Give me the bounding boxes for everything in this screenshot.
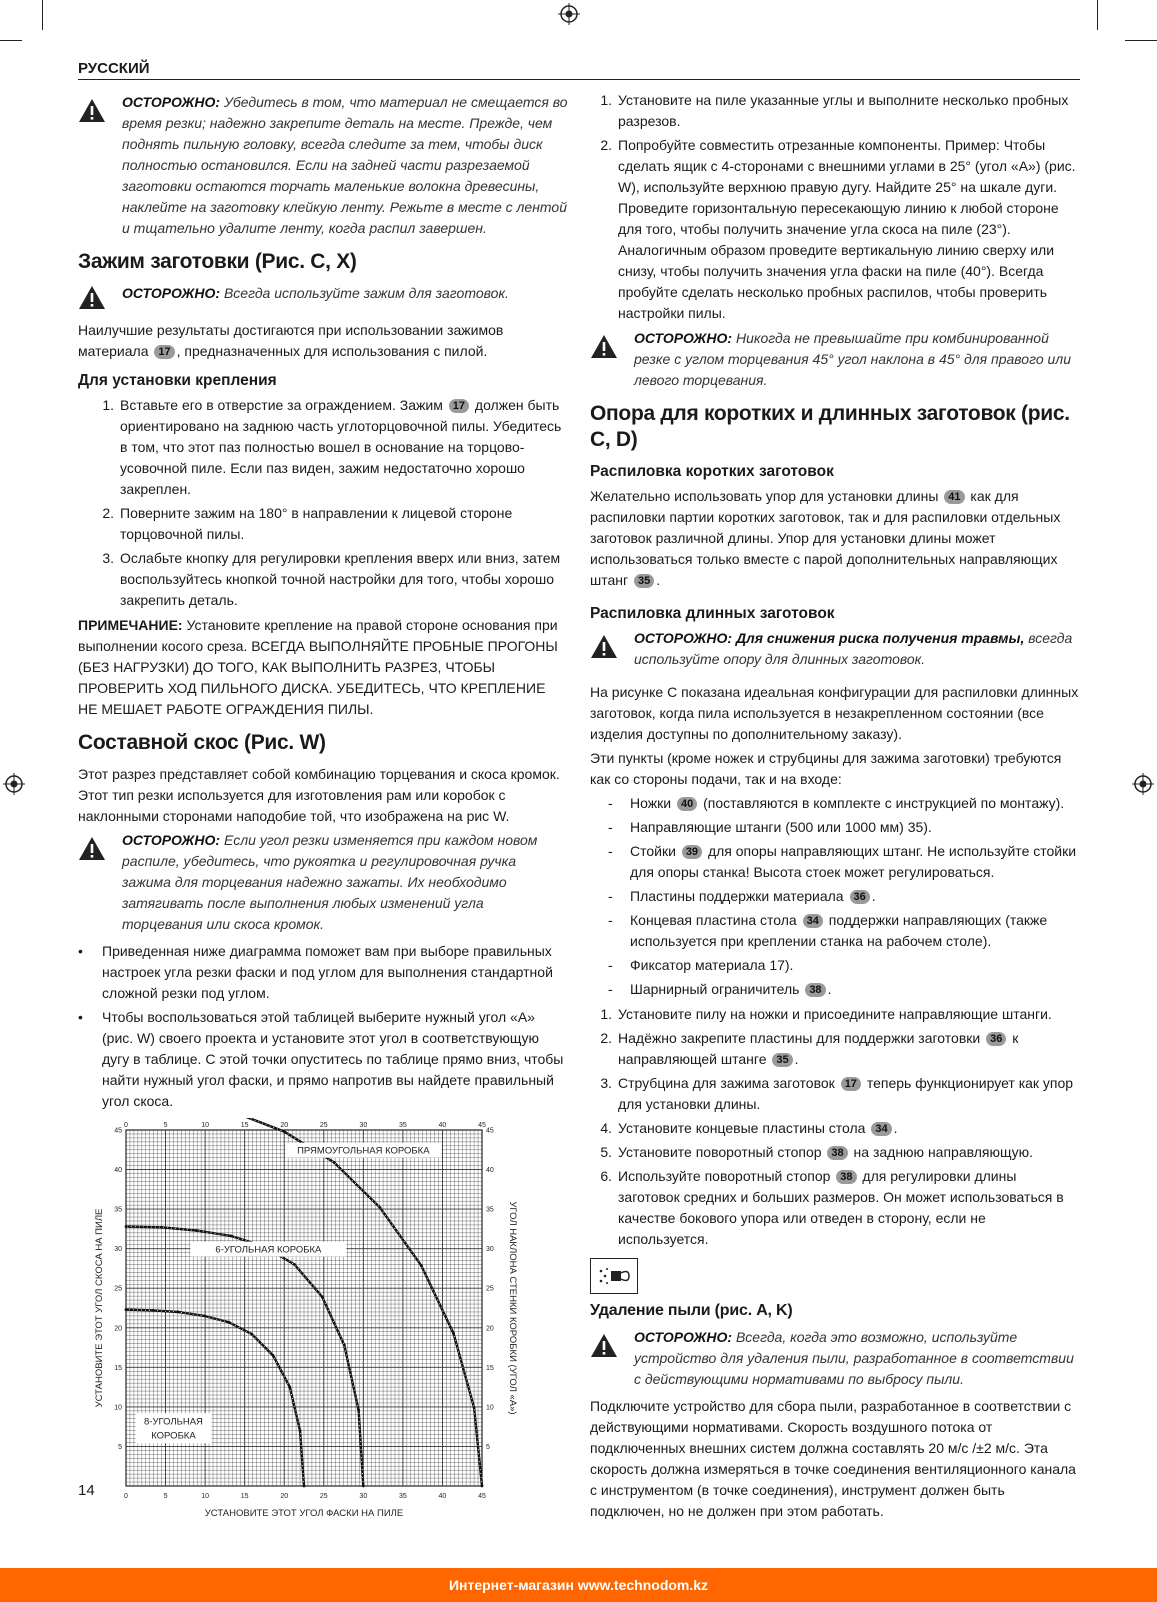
y-axis-label-right: УГОЛ НАКЛОНА СТЕНКИ КОРОБКИ (УГОЛ «A»): [507, 1201, 518, 1415]
y-tick-label: 10: [114, 1404, 122, 1412]
y-tick-label-right: 30: [486, 1246, 494, 1254]
y-tick-label-right: 5: [486, 1443, 490, 1451]
part-badge: 36: [986, 1032, 1006, 1046]
y-tick-label-right: 25: [486, 1285, 494, 1293]
warning-text: Всегда используйте зажим для заготовок.: [220, 285, 509, 301]
x-axis-label: УСТАНОВИТЕ ЭТОТ УГОЛ ФАСКИ НА ПИЛЕ: [204, 1508, 404, 1519]
series-line-ticks: [126, 1310, 304, 1486]
step-number: 4.: [600, 1120, 612, 1136]
series-point: [303, 1485, 306, 1488]
series-point: [343, 1344, 346, 1347]
y-tick-label: 20: [114, 1325, 122, 1333]
section-title-compound: Составной скос (Рис. W): [78, 731, 326, 754]
step-text: [120, 395, 568, 500]
list-item: [608, 817, 1080, 838]
x-tick-label: 25: [319, 1493, 328, 1500]
bullet-text: Чтобы воспользоваться этой таблицей выберите нужный угол «A» (рис. W) своего проекта и установите этот угол в соответствующую дугу в таблице. С этой точки опуститесь по таблице прямо вниз, чтобы найти нужный угол фаски, и прямо напротив вы найдете правильный угол скоса.: [102, 1009, 564, 1109]
text: Установите поворотный стопор: [618, 1144, 826, 1160]
warning-icon: [590, 334, 618, 359]
warning-block: [78, 283, 568, 310]
step-number: 2.: [102, 505, 114, 521]
registration-mark-icon: [558, 3, 580, 25]
series-point: [203, 1315, 206, 1318]
series-point: [293, 1263, 296, 1266]
series-point: [379, 1206, 382, 1209]
note-label: ПРИМЕЧАНИЕ:: [78, 617, 183, 633]
part-badge: 35: [634, 574, 654, 588]
series-point: [125, 1225, 128, 1228]
text: Ножки: [630, 795, 675, 811]
x-tick-label-top: 0: [124, 1122, 128, 1129]
text: .: [794, 1051, 799, 1067]
y-axis-label: УСТАНОВИТЕ ЭТОТ УГОЛ СКОСА НА ПИЛЕ: [94, 1208, 105, 1408]
series-point: [195, 1229, 198, 1232]
right-column: [590, 90, 1080, 1525]
step-text: [618, 1142, 1033, 1163]
step-text: [618, 1118, 898, 1139]
warning-block: [590, 1327, 1080, 1390]
text: .: [871, 888, 876, 904]
bullet-icon: •: [78, 943, 83, 959]
x-tick-label: 0: [124, 1493, 128, 1500]
dash-marker: -: [608, 843, 613, 859]
step-number: 1.: [102, 397, 114, 413]
accessories-list: [590, 793, 1080, 1000]
part-badge: 40: [677, 797, 697, 811]
step-text: [618, 1004, 1052, 1025]
y-tick-label-right: 20: [486, 1325, 494, 1333]
x-tick-label: 10: [201, 1493, 210, 1500]
step-number: 2.: [600, 137, 612, 153]
part-badge: 38: [836, 1170, 856, 1184]
registration-mark-icon: [1132, 773, 1154, 795]
series-label: КОРОБКА: [151, 1430, 196, 1442]
list-item: [608, 979, 1080, 1000]
x-tick-label: 30: [359, 1493, 368, 1500]
step-text: Попробуйте совместить отрезанные компоненты. Пример: Чтобы сделать ящик с 4-сторонами с внешними углами в 25° (угол «A») (рис. W), используйте верхнюю правую дугу. Найдите 25° на шкале дуги. Проведите горизонтальную пересекающую линию к любой стороне для того, чтобы получить значение угла скоса на пиле (23°). Аналогичным образом проведите вертикальную линию сверху или снизу, чтобы получить значения угла фаски на пиле (40°). Всегда пробуйте сделать несколько пробных распилов, чтобы проверить настройки пилы.: [618, 137, 1076, 321]
text: Поверните зажим на 180° в направлении к лицевой стороне торцовочной пилы.: [120, 505, 513, 542]
subsection-title-short: Распиловка коротких заготовок: [590, 463, 834, 480]
x-tick-label-top: 40: [438, 1122, 447, 1129]
dash-marker: -: [608, 912, 613, 928]
series-point: [230, 1235, 233, 1238]
y-tick-label: 40: [114, 1167, 122, 1175]
clamp-paragraph: [78, 320, 568, 362]
part-badge: 17: [154, 345, 174, 359]
warning-block: [78, 830, 568, 935]
series-point: [357, 1409, 360, 1412]
warning-icon: [590, 634, 618, 659]
text: Установите пилу на ножки и присоедините направляющие штанги.: [618, 1006, 1052, 1022]
dust-paragraph: Подключите устройство для сбора пыли, разработанное в соответствии с действующими нормативами. Скорость воздушного потока от подключенных внешних систем должна составлять 20 м/с /±2 м/с. Эта скорость должна измеряться в точке соединения вентиляционного канала с инструментом (в точке соединения), инструмент должен быть подключен, но не должен при этом работать.: [590, 1398, 1076, 1519]
text: должен быть ориентировано на заднюю часть углоторцовочной пилы. Убедитесь в том, что этот паз полностью вошел в основание на торцово-усовочной пиле. Если паз виден, зажим недостаточно хорошо закреплен.: [120, 397, 562, 497]
item-text: [630, 910, 1080, 952]
text: как для распиловки партии коротких заготовок, так и для распиловки отдельных заготовок различной длины. Упор для установки длины может использоваться только вместе с парой дополнительных направляющих штанг: [590, 488, 1061, 588]
part-badge: 17: [449, 399, 469, 413]
step-number: 2.: [600, 1030, 612, 1046]
warning-icon: [590, 1333, 618, 1358]
step-text: [618, 1166, 1080, 1250]
setup-steps-list: [590, 1004, 1080, 1250]
text: Струбцина для зажима заготовок: [618, 1075, 839, 1091]
series-label: 6-УГОЛЬНАЯ КОРОБКА: [215, 1244, 322, 1256]
warning-label: ОСТОРОЖНО:: [634, 330, 733, 346]
text: Ослабьте кнопку для регулировки крепления вверх или вниз, затем воспользуйтесь кнопкой точной настройки для того, чтобы хорошо закрепить деталь.: [120, 550, 561, 608]
text: Используйте поворотный стопор: [618, 1168, 835, 1184]
dash-marker: -: [608, 888, 613, 904]
warning-icon: [78, 285, 106, 310]
x-tick-label: 35: [398, 1493, 407, 1500]
dash-marker: -: [608, 819, 613, 835]
x-tick-label-top: 30: [359, 1122, 368, 1129]
text: Стойки: [630, 843, 680, 859]
section-title-clamp: Зажим заготовки (Рис. C, X): [78, 250, 357, 273]
series-point: [272, 1354, 275, 1357]
y-tick-label: 35: [114, 1206, 122, 1214]
x-tick-label: 20: [280, 1493, 289, 1500]
x-tick-label-top: 45: [478, 1122, 486, 1129]
series-line: [126, 1310, 304, 1486]
series-point: [283, 1130, 286, 1133]
text: для опоры направляющих штанг. Не используйте стойки для опоры станка! Высота стоек может регулироваться.: [630, 843, 1077, 880]
series-point: [420, 1264, 423, 1267]
series-point: [288, 1386, 291, 1389]
warning-label: ОСТОРОЖНО:: [122, 285, 221, 301]
test-steps-list: [590, 90, 1080, 324]
list-item: [608, 910, 1080, 952]
text: Вставьте его в отверстие за ограждением. Зажим: [120, 397, 447, 413]
series-point: [250, 1333, 253, 1336]
series-point: [125, 1308, 128, 1311]
list-item: [78, 941, 568, 1004]
part-badge: 35: [772, 1053, 792, 1067]
list-item: [590, 135, 1080, 324]
note-text: Установите крепление на правой стороне основания при выполнении косого среза. ВСЕГДА ВЫПОЛНЯЙТЕ ПРОБНЫЕ ПРОГОНЫ (БЕЗ НАГРУЗКИ) ДО ТОГО, КАК ВЫПОЛНИТЬ РАЗРЕЗ, ЧТОБЫ ПРОВЕРИТЬ ХОД ПИЛЬНОГО ДИСКА. УБЕДИТЕСЬ, ЧТО КРЕПЛЕНИЕ НЕ МЕШАЕТ РАБОТЕ ОГРАЖДЕНИЯ ПИЛЫ.: [78, 617, 558, 717]
step-number: 1.: [600, 92, 612, 108]
x-tick-label: 40: [438, 1493, 447, 1500]
warning-text: всегда используйте опору для длинных заготовок.: [634, 630, 1073, 667]
step-number: 1.: [600, 1006, 612, 1022]
list-item: [590, 1028, 1080, 1070]
text: Направляющие штанги (500 или 1000 мм) 35).: [630, 819, 932, 835]
list-item: [78, 1007, 568, 1112]
long-paragraph-1: На рисунке С показана идеальная конфигурации для распиловки длинных заготовок, когда пила используется в незакрепленном состоянии (все изделия доступны по дополнительному заказу).: [590, 684, 1079, 742]
crop-mark-top-left-h: [0, 40, 22, 41]
item-text: [630, 817, 932, 838]
item-text: [630, 886, 876, 907]
text: .: [656, 572, 661, 588]
step-text: [120, 503, 568, 545]
text: Шарнирный ограничитель: [630, 981, 804, 997]
warning-label: ОСТОРОЖНО:: [634, 1329, 733, 1345]
series-label: ПРЯМОУГОЛЬНАЯ КОРОБКА: [297, 1145, 430, 1157]
part-badge: 34: [803, 914, 823, 928]
text: для регулировки длины заготовок средних и больших размеров. Он может использоваться в качестве бокового упора или отведен в сторону, если не используется.: [618, 1168, 1064, 1247]
long-paragraph-2: Эти пункты (кроме ножек и струбцины для зажима заготовки) требуются как со стороны подачи, так и на входе:: [590, 750, 1062, 787]
series-point: [160, 1226, 163, 1229]
step-text: [618, 1073, 1080, 1115]
item-text: [630, 955, 793, 976]
text: (поставляются в комплекте с инструкцией по монтажу).: [699, 795, 1065, 811]
series-point: [452, 1332, 455, 1335]
text: .: [827, 981, 832, 997]
x-tick-label-top: 15: [240, 1122, 249, 1129]
series-point: [321, 1296, 324, 1299]
text: .: [893, 1120, 898, 1136]
step-number: 3.: [102, 550, 114, 566]
compound-angle-chart-svg: [78, 1118, 568, 1538]
y-tick-label: 45: [114, 1127, 122, 1135]
list-item: [92, 548, 568, 611]
footer-banner: Интернет-магазин www.technodom.kz: [0, 1568, 1157, 1602]
compound-paragraph: Этот разрез представляет собой комбинацию торцевания и скоса кромок. Этот тип резки используется для изготовления рам или коробок с наклонными сторонами наподобие той, что изображена на рис W.: [78, 766, 560, 824]
list-item: [590, 1118, 1080, 1139]
list-item: [590, 1073, 1080, 1115]
warning-icon: [78, 98, 106, 123]
y-tick-label: 25: [114, 1285, 122, 1293]
section-title-dust: Удаление пыли (рис. A, K): [590, 1302, 793, 1319]
dash-marker: -: [608, 795, 613, 811]
text: теперь функционирует как упор для установки длины.: [618, 1075, 1074, 1112]
y-tick-label-right: 45: [486, 1127, 494, 1135]
part-badge: 41: [944, 490, 964, 504]
part-badge: 34: [871, 1122, 891, 1136]
dash-marker: -: [608, 981, 613, 997]
text: Наилучшие результаты достигаются при использовании зажимов материала: [78, 322, 504, 359]
text: Установите концевые пластины стола: [618, 1120, 870, 1136]
x-tick-label: 45: [478, 1493, 486, 1500]
y-tick-label: 30: [114, 1246, 122, 1254]
compound-angle-chart: [78, 1118, 568, 1538]
series-point: [473, 1406, 476, 1409]
text: Надёжно закрепите пластины для поддержки заготовки: [618, 1030, 985, 1046]
part-badge: 38: [827, 1146, 847, 1160]
step-number: 6.: [600, 1168, 612, 1184]
text: Концевая пластина стола: [630, 912, 801, 928]
crop-mark-top-left-v: [42, 0, 43, 30]
warning-label: ОСТОРОЖНО: Для снижения риска получения травмы,: [634, 630, 1025, 646]
registration-mark-icon: [3, 773, 25, 795]
y-tick-label-right: 15: [486, 1364, 494, 1372]
x-tick-label-top: 35: [398, 1122, 407, 1129]
x-tick-label-top: 20: [280, 1122, 289, 1129]
x-tick-label-top: 5: [163, 1122, 168, 1129]
note-paragraph: [78, 615, 568, 720]
step-text: [618, 1028, 1080, 1070]
x-tick-label-top: 10: [201, 1122, 210, 1129]
section-title-support: Опора для коротких и длинных заготовок (рис. C, D): [590, 402, 1070, 451]
list-item: [590, 1166, 1080, 1250]
text: Пластины поддержки материала: [630, 888, 848, 904]
warning-text: Всегда, когда это возможно, используйте устройство для удаления пыли, разработанное в соответствии с действующими нормативами по выбросу пыли.: [634, 1329, 1074, 1387]
series-point: [151, 1309, 154, 1312]
bullet-icon: •: [78, 1009, 83, 1025]
step-number: 3.: [600, 1075, 612, 1091]
part-badge: 39: [682, 845, 702, 859]
step-number: 5.: [600, 1144, 612, 1160]
dust-extraction-icon: [590, 1258, 638, 1294]
list-item: [92, 503, 568, 545]
warning-icon: [78, 836, 106, 861]
bullet-text: Приведенная ниже диаграмма поможет вам при выборе правильных настроек угла резки фаски и под углом для выполнения стандартной сложной резки под углом.: [102, 943, 553, 1001]
warning-block: [590, 328, 1080, 391]
crop-mark-top-right-h: [1125, 40, 1157, 41]
crop-mark-top-right-v: [1097, 0, 1098, 30]
text: , предназначенных для использования с пилой.: [176, 343, 488, 359]
x-tick-label-top: 25: [319, 1122, 328, 1129]
x-tick-label: 5: [163, 1493, 168, 1500]
x-tick-label: 15: [240, 1493, 249, 1500]
warning-label: ОСТОРОЖНО:: [122, 94, 221, 110]
series-point: [227, 1321, 230, 1324]
list-item: [92, 395, 568, 500]
part-badge: 17: [841, 1077, 861, 1091]
y-tick-label-right: 40: [486, 1167, 494, 1175]
series-label: 8-УГОЛЬНАЯ: [144, 1416, 203, 1428]
warning-block: [590, 628, 1080, 670]
subsection-title-long: Распиловка длинных заготовок: [590, 605, 835, 622]
item-text: [630, 979, 831, 1000]
list-item: [590, 90, 1080, 132]
left-column: [78, 90, 568, 1538]
language-header: РУССКИЙ: [78, 60, 1080, 80]
dash-marker: -: [608, 957, 613, 973]
list-item: [608, 841, 1080, 883]
text: Фиксатор материала 17).: [630, 957, 794, 973]
step-text: [120, 548, 568, 611]
series-point: [333, 1161, 336, 1164]
text: Желательно использовать упор для установки длины: [590, 488, 943, 504]
item-text: [630, 793, 1064, 814]
text: на заднюю направляющую.: [849, 1144, 1034, 1160]
y-tick-label-right: 10: [486, 1404, 494, 1412]
item-text: [630, 841, 1080, 883]
text: поддержки направляющих (также используется при креплении станка на рабочем столе).: [630, 912, 1048, 949]
series-point: [481, 1485, 484, 1488]
warning-label: ОСТОРОЖНО:: [122, 832, 221, 848]
y-tick-label: 5: [118, 1443, 122, 1451]
bullet-list: [78, 941, 568, 1112]
short-paragraph: [590, 486, 1080, 591]
warning-text: Если угол резки изменяется при каждом новом распиле, убедитесь, что рукоятка и регулировочная ручка зажима для торцевания надежно зажаты. Их необходимо затягивать после выполнения любых изменений угла торцевания или скоса кромок.: [122, 832, 538, 932]
warning-block: [78, 92, 568, 239]
y-tick-label: 15: [114, 1364, 122, 1372]
step-text: Установите на пиле указанные углы и выполните несколько пробных разрезов.: [618, 92, 1069, 129]
page-number: 14: [78, 1482, 95, 1499]
text: к направляющей штанге: [618, 1030, 1019, 1067]
subsection-title-install: Для установки крепления: [78, 372, 277, 389]
y-tick-label-right: 35: [486, 1206, 494, 1214]
series-point: [362, 1485, 365, 1488]
list-item: [608, 955, 1080, 976]
part-badge: 38: [805, 983, 825, 997]
list-item: [608, 886, 1080, 907]
series-point: [299, 1429, 302, 1432]
list-item: [608, 793, 1080, 814]
warning-text: Никогда не превышайте при комбинированной резке с углом торцевания 45° угол наклона в 45° для правого или левого торцевания.: [634, 330, 1071, 388]
list-item: [590, 1142, 1080, 1163]
list-item: [590, 1004, 1080, 1025]
warning-text: Убедитесь в том, что материал не смещается во время резки; надежно закрепите деталь на месте. Прежде, чем поднять пильную головку, всегда следите за тем, чтобы диск полностью остановился. Если на задней части разрезаемой заготовки остаются торчать маленькие волокна древесины, наклейте на заготовку клейкую ленту. Режьте в месте с лентой и тщательно удалите ленту, когда распил завершен.: [122, 94, 568, 236]
series-point: [177, 1311, 180, 1314]
part-badge: 36: [850, 890, 870, 904]
install-steps-list: [78, 395, 568, 611]
